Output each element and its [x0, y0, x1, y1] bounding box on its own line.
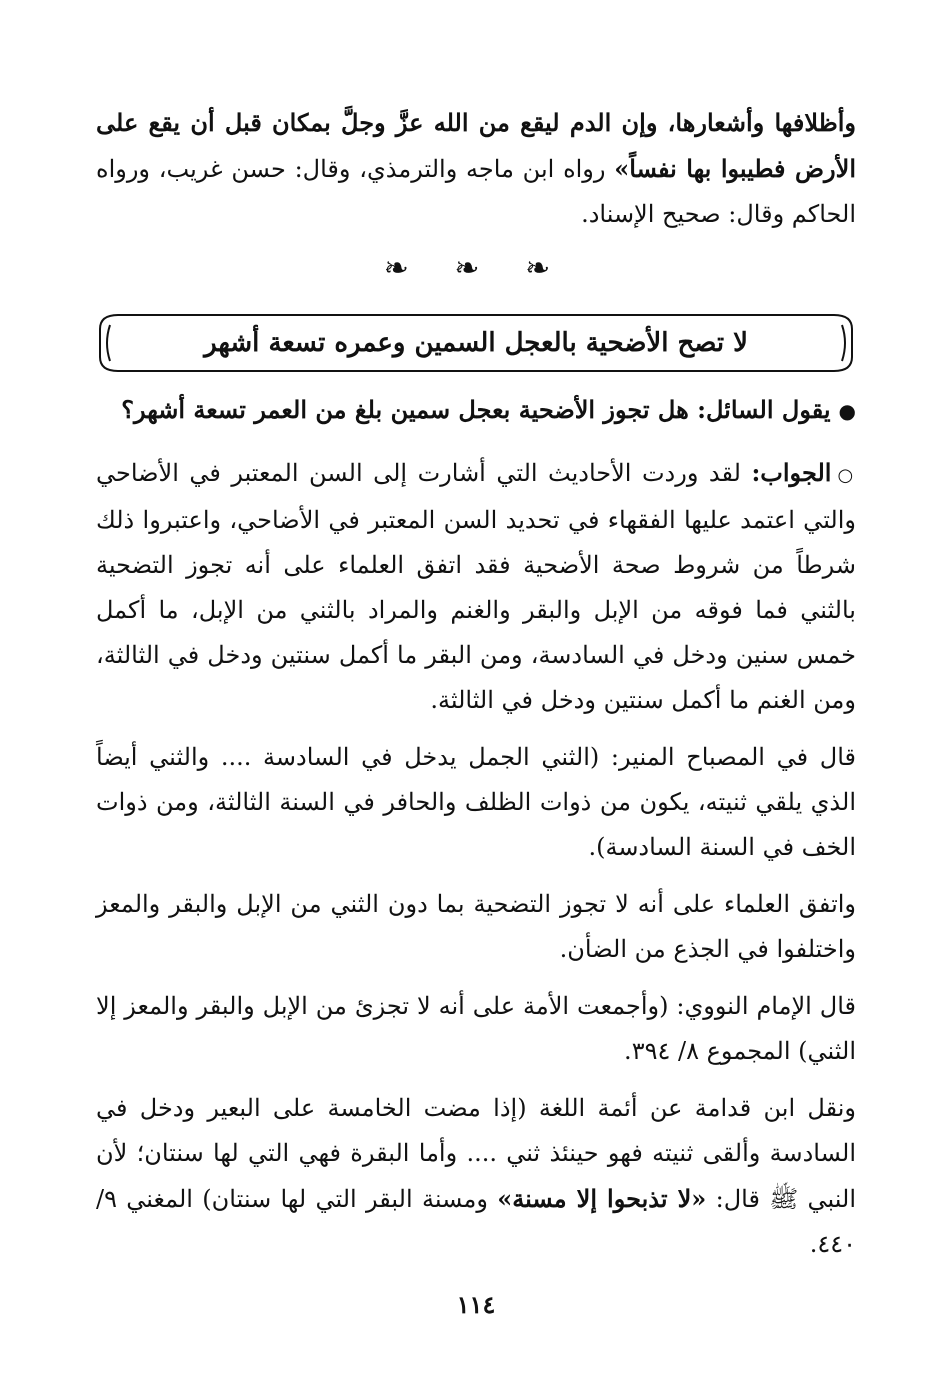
consensus-paragraph: واتفق العلماء على أنه لا تجوز التضحية بما دون الثني من الإبل والبقر والمعز واختلفوا في الجذع من الضأن. — [96, 890, 856, 963]
question-paragraph — [96, 389, 856, 432]
section-heading: لا تصح الأضحية بالعجل السمين وعمره تسعة أشهر — [204, 328, 748, 358]
nawawi-quote-paragraph: قال الإمام النووي: (وأجمعت الأمة على أنه لا تجزئ من الإبل والبقر والمعز إلا الثني) المجموع ٨/ ٣٩٤. — [96, 992, 856, 1065]
hadith-text: وأظلافها وأشعارها، وإن الدم ليقع من الله عزَّ وجلَّ بمكان قبل أن يقع على الأرض فطيبوا بها نفساً» — [96, 108, 856, 183]
bullet-icon: ● — [838, 399, 856, 423]
answer-label: الجواب: — [751, 458, 832, 487]
ibn-qudama-text-end: ومسنة البقر التي لها سنتان) المغني ٩/ ٤٤٠. — [96, 1185, 856, 1258]
answer-text: لقد وردت الأحاديث التي أشارت إلى السن المعتبر في الأضاحي والتي اعتمد عليها الفقهاء في تحديد السن المعتبر في الأضاحي، واعتبروا ذلك شرطاً من شروط صحة الأضحية فقد اتفق العلماء على أنه تجوز التضحية بالثني فما فوقه من الإبل والبقر والغنم والمراد بالثني من الإبل، ما أكمل خمس سنين ودخل في السادسة، ومن البقر ما أكمل سنتين ودخل في الثالثة، ومن الغنم ما أكمل سنتين ودخل في الثالثة. — [96, 459, 856, 714]
ibn-qudama-text-start: ونقل ابن قدامة عن أئمة اللغة (إذا مضت الخامسة على البعير ودخل في السادسة وألقى ثنيته فهو حينئذ ثني .... وأما البقرة فهي التي لها سنتان؛ لأن النبي ﷺ قال: — [96, 1094, 857, 1213]
section-heading-frame — [96, 311, 856, 375]
question-text: يقول السائل: هل تجوز الأضحية بعجل سمين بلغ من العمر تسعة أشهر؟ — [121, 395, 831, 424]
misbah-quote-paragraph: قال في المصباح المنير: (الثني الجمل يدخل في السادسة .... والثني أيضاً الذي يلقي ثنيته، يكون من ذوات الظلف والحافر في السنة الثالثة، ومن ذوات الخف في السنة السادسة). — [96, 743, 856, 861]
ibn-qudama-paragraph — [96, 1086, 856, 1267]
page-body — [96, 100, 856, 1279]
prophetic-hadith: «لا تذبحوا إلا مسنة» — [497, 1184, 707, 1213]
ornament-divider: ❧ ❧ ❧ — [383, 251, 569, 286]
answer-paragraph — [96, 450, 856, 723]
hadith-source: رواه ابن ماجه والترمذي، وقال: حسن غريب، ورواه الحاكم وقال: صحيح الإسناد. — [96, 155, 856, 228]
intro-paragraph — [96, 100, 856, 237]
page-number: ١١٤ — [456, 1290, 496, 1319]
circle-marker-icon: ○ — [837, 465, 856, 486]
